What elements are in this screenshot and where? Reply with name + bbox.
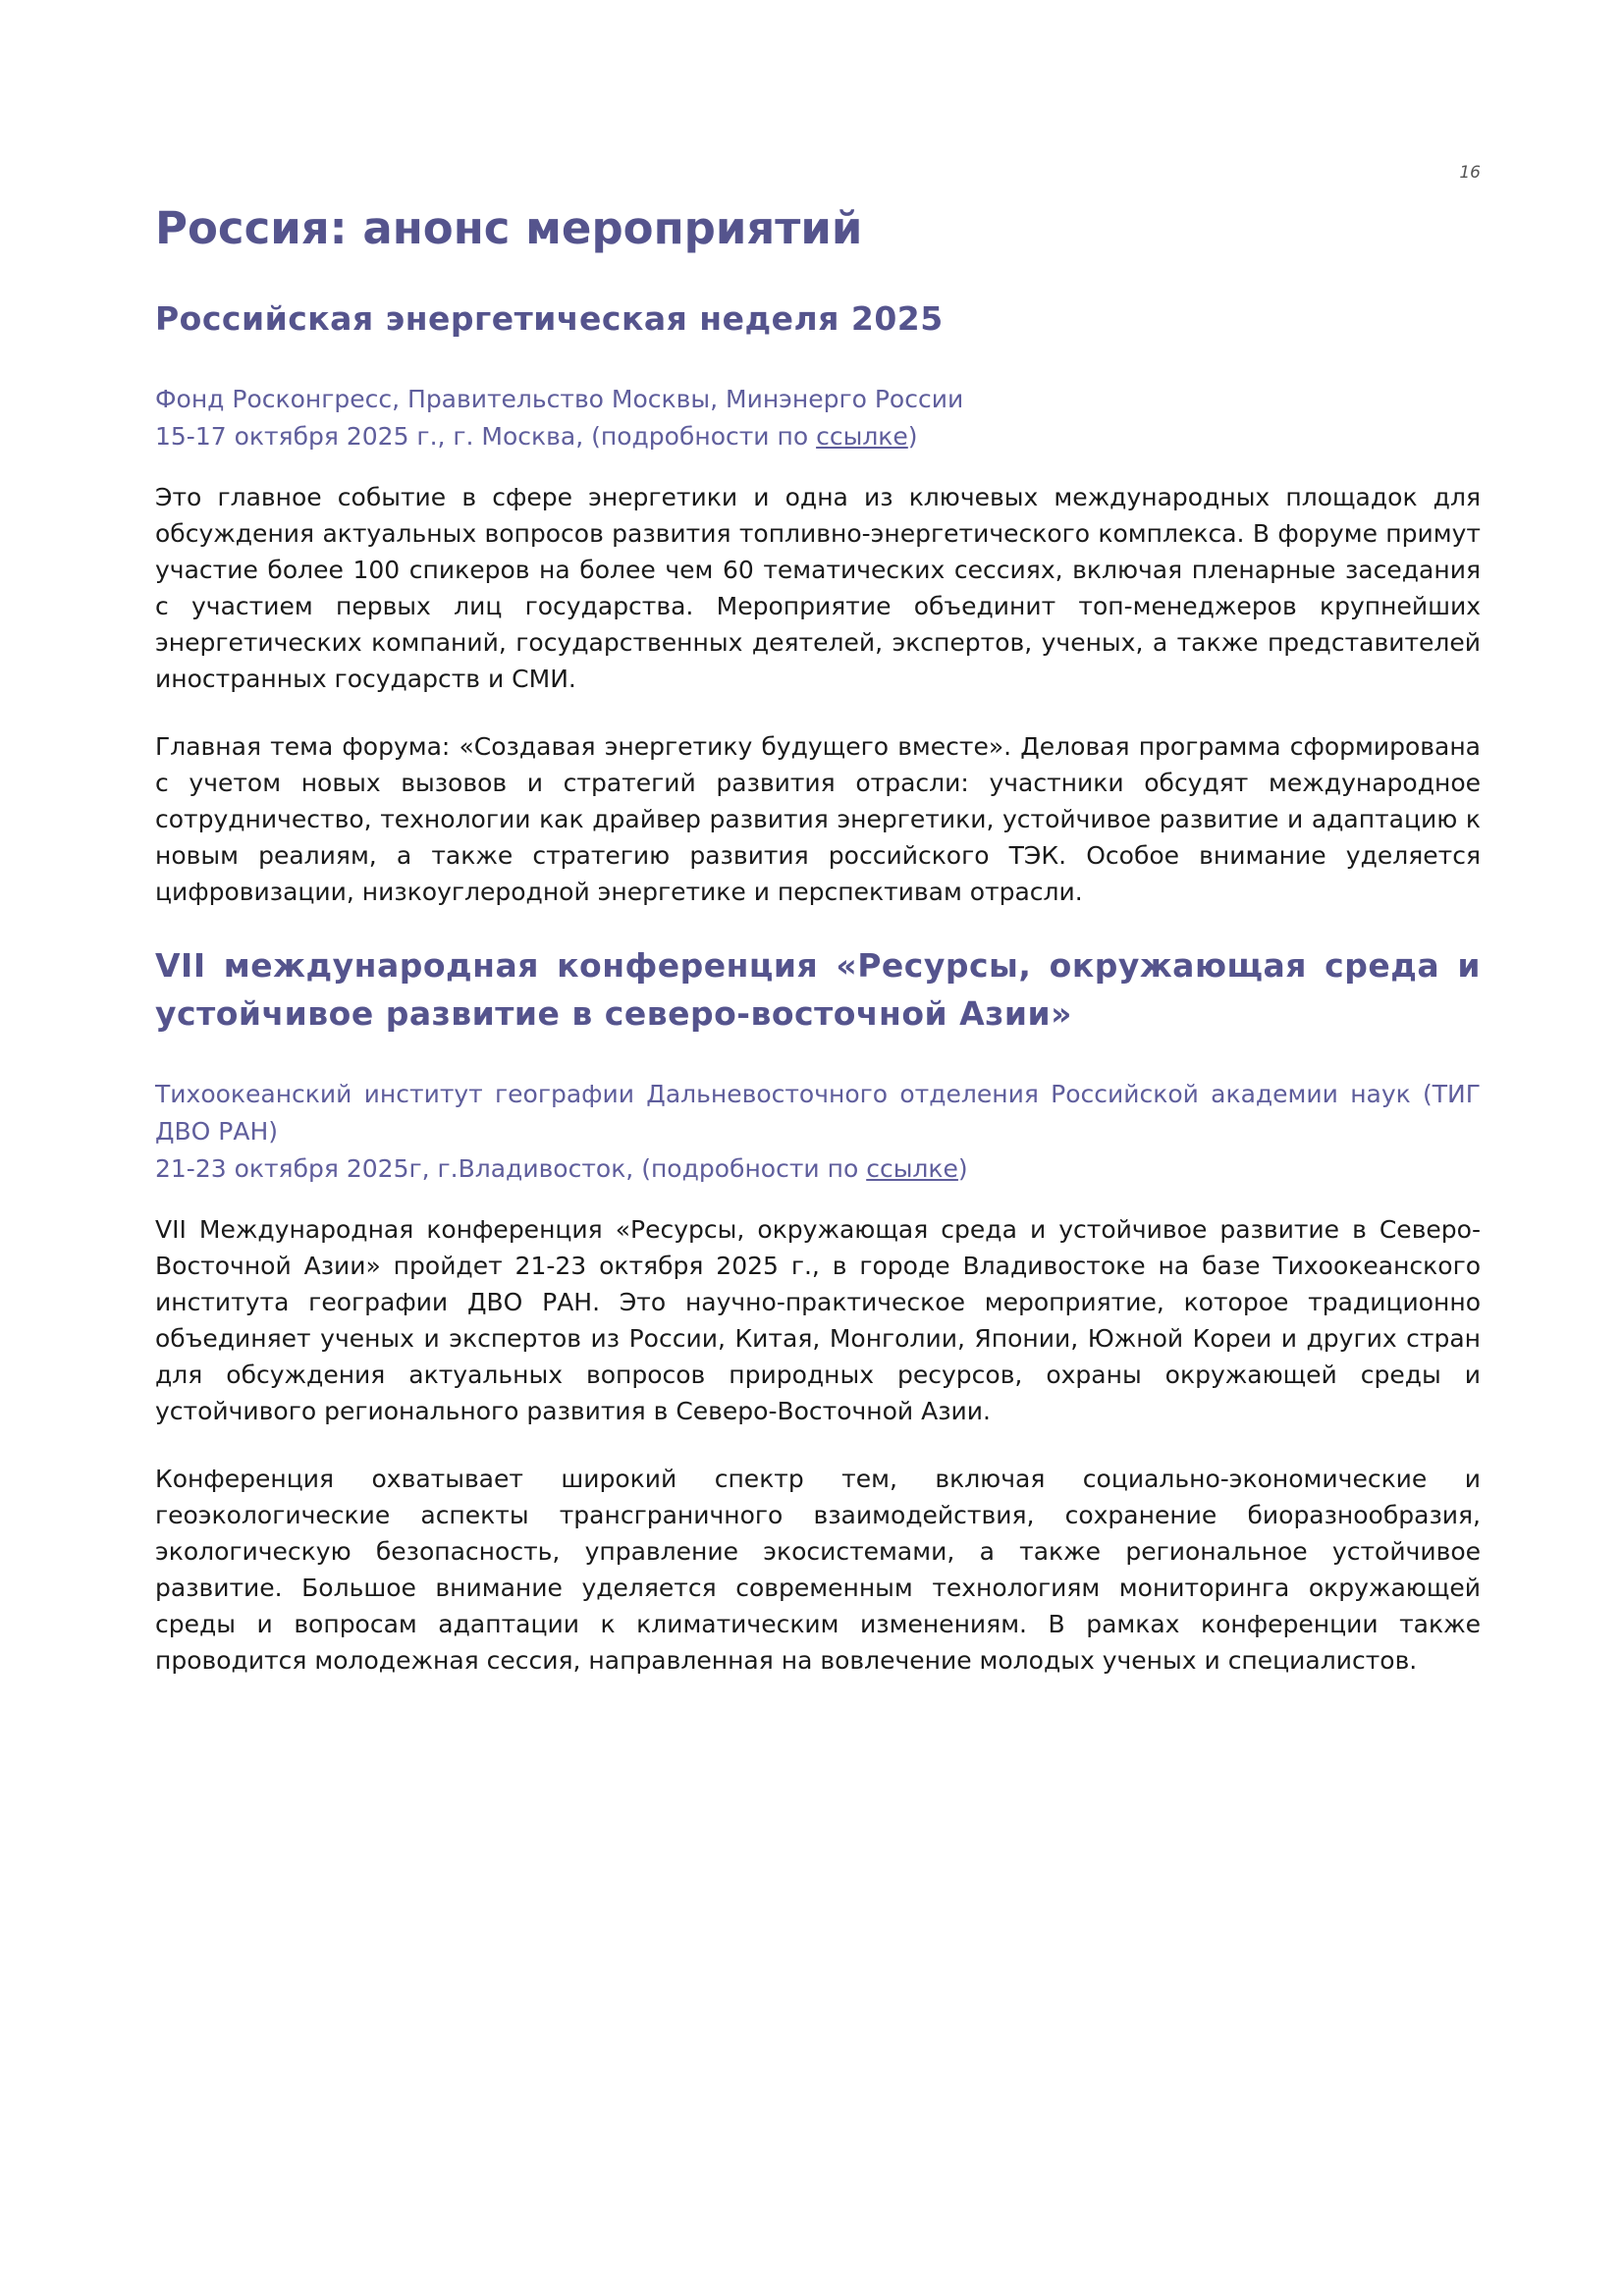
event-date-suffix: )	[957, 1153, 968, 1183]
section-title: VII международная конференция «Ресурсы, окружающая среда и устойчивое развитие в северо-восточной Азии»	[155, 945, 1481, 1033]
event-meta	[155, 1076, 1481, 1188]
page-number: 16	[1459, 163, 1481, 183]
body-paragraph: VII Международная конференция «Ресурсы, окружающая среда и устойчивое развитие в Северо-Восточной Азии» пройдет 21-23 октября 2025 г., в городе Владивостоке на базе Тихоокеанского института географии ДВО РАН. Это научно-практическое мероприятие, которое традиционно объединяет ученых и экспертов из России, Китая, Монголии, Японии, Южной Кореи и других стран для обсуждения актуальных вопросов природных ресурсов, охраны окружающей среды и устойчивого регионального развития в Северо-Восточной Азии.	[155, 1214, 1481, 1425]
document-content	[155, 202, 1481, 1710]
event-date-text: 21-23 октября 2025г, г.Владивосток, (подробности по	[155, 1153, 867, 1183]
event-section-energy-week	[155, 294, 1481, 910]
event-organizers: Тихоокеанский институт географии Дальневосточного отделения Российской академии наук (ТИГ ДВО РАН)	[155, 1079, 1481, 1146]
details-link[interactable]: ссылке	[816, 421, 908, 451]
event-date-place	[155, 418, 1481, 455]
body-paragraph: Главная тема форума: «Создавая энергетику будущего вместе». Деловая программа сформирована с учетом новых вызовов и стратегий развития отрасли: участники обсудят международное сотрудничество, технологии как драйвер развития энергетики, устойчивое развитие и адаптацию к новым реалиям, а также стратегию развития российского ТЭК. Особое внимание уделяется цифровизации, низкоуглеродной энергетике и перспективам отрасли.	[155, 731, 1481, 906]
page-title: Россия: анонс мероприятий	[155, 202, 863, 254]
event-section-conference	[155, 941, 1481, 1679]
event-date-place	[155, 1150, 1481, 1188]
details-link[interactable]: ссылке	[866, 1153, 958, 1183]
event-organizers: Фонд Росконгресс, Правительство Москвы, Минэнерго России	[155, 384, 964, 413]
body-paragraph: Конференция охватывает широкий спектр тем, включая социально-экономические и геоэкологические аспекты трансграничного взаимодействия, сохранение биоразнообразия, экологическую безопасность, управление экосистемами, а также региональное устойчивое развитие. Большое внимание уделяется современным технологиям мониторинга окружающей среды и вопросам адаптации к климатическим изменениям. В рамках конференции также проводится молодежная сессия, направленная на вовлечение молодых ученых и специалистов.	[155, 1464, 1481, 1675]
event-meta	[155, 381, 1481, 455]
event-date-suffix: )	[907, 421, 918, 451]
body-paragraph: Это главное событие в сфере энергетики и одна из ключевых международных площадок для обсуждения актуальных вопросов развития топливно-энергетического комплекса. В форуме примут участие более 100 спикеров на более чем 60 тематических сессиях, включая пленарные заседания с участием первых лиц государства. Мероприятие объединит топ-менеджеров крупнейших энергетических компаний, государственных деятелей, экспертов, ученых, а также представителей иностранных государств и СМИ.	[155, 482, 1481, 693]
event-date-text: 15-17 октября 2025 г., г. Москва, (подробности по	[155, 421, 817, 451]
section-title: Российская энергетическая неделя 2025	[155, 299, 944, 338]
